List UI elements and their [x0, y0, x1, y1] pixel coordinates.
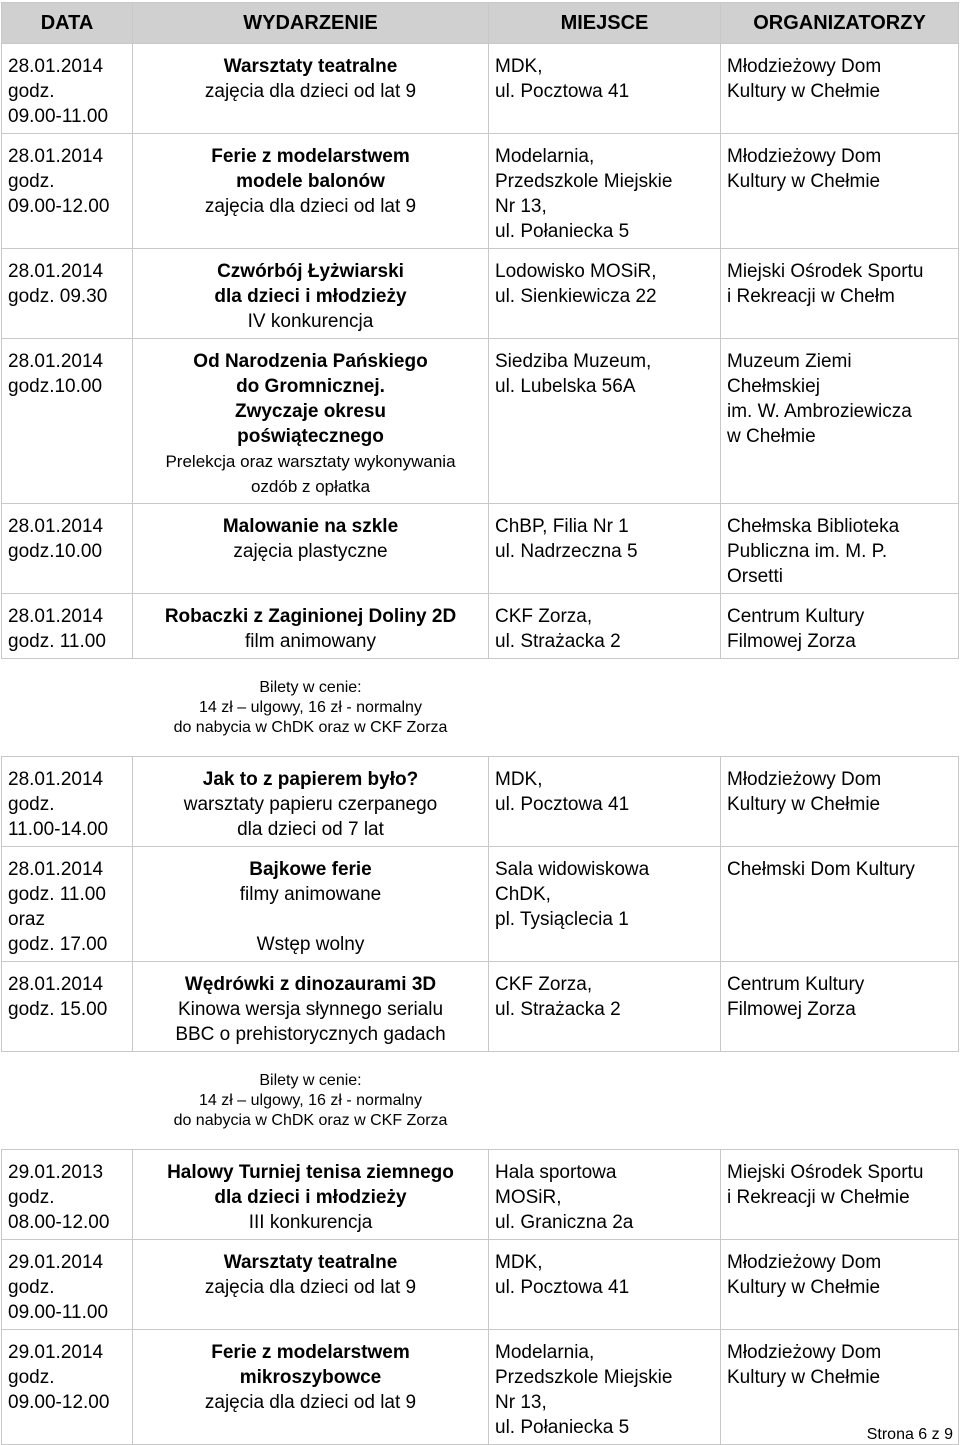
date-line: 28.01.2014: [8, 974, 104, 995]
ticket-line: 14 zł – ulgowy, 16 zł - normalny: [199, 1091, 422, 1109]
date-line: godz. 11.00: [8, 884, 106, 905]
place-cell: [489, 757, 721, 847]
place-line: Sala widowiskowa: [495, 859, 650, 880]
organizer-cell: [721, 44, 959, 134]
event-line: zajęcia dla dzieci od lat 9: [204, 196, 417, 217]
event-line: film animowany: [245, 631, 376, 652]
organizer-cell: [721, 339, 959, 504]
event-line: poświątecznego: [237, 426, 384, 447]
ticket-info-row: [2, 659, 959, 757]
event-cell: [133, 757, 489, 847]
organizer-cell: [721, 757, 959, 847]
event-line: dla dzieci od 7 lat: [237, 819, 384, 840]
date-line: godz.: [8, 81, 55, 102]
event-line: Ferie z modelarstwem: [211, 1342, 410, 1363]
date-cell: [2, 847, 133, 962]
date-cell: [2, 134, 133, 249]
event-line: mikroszybowce: [239, 1367, 382, 1388]
date-line: 09.00-11.00: [8, 1302, 109, 1323]
place-line: CKF Zorza,: [495, 974, 593, 995]
organizer-line: w Chełmie: [727, 426, 816, 447]
event-line: Warsztaty teatralne: [223, 1252, 398, 1273]
place-line: CKF Zorza,: [495, 606, 593, 627]
empty-cell: [2, 1052, 133, 1150]
event-cell: [133, 44, 489, 134]
table-row: [2, 594, 959, 659]
event-cell: [133, 504, 489, 594]
organizer-cell: [721, 504, 959, 594]
table-row: [2, 962, 959, 1052]
date-line: godz.: [8, 1277, 55, 1298]
organizer-cell: [721, 962, 959, 1052]
organizer-line: Młodzieżowy Dom: [727, 56, 882, 77]
header-row: [2, 3, 959, 44]
place-line: Przedszkole Miejskie: [495, 1367, 673, 1388]
event-line: BBC o prehistorycznych gadach: [175, 1024, 446, 1045]
organizer-line: i Rekreacji w Chełm: [727, 286, 895, 307]
place-line: ul. Strażacka 2: [495, 631, 621, 652]
table-row: [2, 339, 959, 504]
organizer-line: Miejski Ośrodek Sportu: [727, 1162, 924, 1183]
event-line: Robaczki z Zaginionej Doliny 2D: [164, 606, 457, 627]
date-cell: [2, 1240, 133, 1330]
place-line: MDK,: [495, 769, 543, 790]
event-line: do Gromnicznej.: [236, 376, 385, 397]
header-event: WYDARZENIE: [133, 3, 489, 44]
header-organizers: ORGANIZATORZY: [721, 3, 959, 44]
place-line: ul. Pocztowa 41: [495, 1277, 630, 1298]
event-line: filmy animowane: [239, 884, 382, 905]
event-line: Wstęp wolny: [256, 934, 365, 955]
ticket-line: do nabycia w ChDK oraz w CKF Zorza: [173, 1111, 448, 1129]
organizer-cell: [721, 134, 959, 249]
place-line: ul. Graniczna 2a: [495, 1212, 634, 1233]
event-line: Jak to z papierem było?: [202, 769, 419, 790]
place-line: ul. Sienkiewicza 22: [495, 286, 657, 307]
event-line: Malowanie na szkle: [222, 516, 399, 537]
place-line: ChBP, Filia Nr 1: [495, 516, 629, 537]
empty-cell: [721, 1052, 959, 1150]
event-cell: [133, 1330, 489, 1445]
organizer-line: Orsetti: [727, 566, 783, 587]
organizer-line: Chełmskiej: [727, 376, 820, 397]
place-line: Siedziba Muzeum,: [495, 351, 652, 372]
place-line: ul. Pocztowa 41: [495, 794, 630, 815]
organizer-cell: [721, 594, 959, 659]
ticket-line: Bilety w cenie:: [259, 678, 362, 696]
event-line: ozdób z opłatka: [250, 477, 371, 496]
place-line: Hala sportowa: [495, 1162, 617, 1183]
event-cell: [133, 847, 489, 962]
ticket-line: Bilety w cenie:: [259, 1071, 362, 1089]
place-line: ul. Pocztowa 41: [495, 81, 630, 102]
table-row: [2, 504, 959, 594]
place-line: Nr 13,: [495, 1392, 547, 1413]
organizer-line: Kultury w Chełmie: [727, 1277, 881, 1298]
place-line: ul. Strażacka 2: [495, 999, 621, 1020]
place-cell: [489, 594, 721, 659]
date-line: godz. 15.00: [8, 999, 108, 1020]
date-line: 28.01.2014: [8, 769, 104, 790]
table-row: [2, 847, 959, 962]
event-line: III konkurencja: [248, 1212, 373, 1233]
date-line: 28.01.2014: [8, 516, 104, 537]
event-line: warsztaty papieru czerpanego: [183, 794, 438, 815]
organizer-line: Centrum Kultury: [727, 974, 865, 995]
event-line: Wędrówki z dinozaurami 3D: [184, 974, 437, 995]
date-line: godz.10.00: [8, 541, 103, 562]
date-line: 29.01.2013: [8, 1162, 104, 1183]
place-line: ul. Połaniecka 5: [495, 221, 630, 242]
event-cell: [133, 1240, 489, 1330]
place-line: Modelarnia,: [495, 1342, 595, 1363]
date-line: 09.00-12.00: [8, 196, 110, 217]
header-date: DATA: [2, 3, 133, 44]
event-line: Czwórbój Łyżwiarski: [217, 261, 404, 282]
event-line: Ferie z modelarstwem: [211, 146, 410, 167]
date-line: godz.: [8, 1187, 55, 1208]
schedule-body: [2, 44, 959, 1445]
ticket-line: do nabycia w ChDK oraz w CKF Zorza: [173, 718, 448, 736]
organizer-line: Młodzieżowy Dom: [727, 1342, 882, 1363]
empty-cell: [721, 659, 959, 757]
header-place: MIEJSCE: [489, 3, 721, 44]
date-line: godz. 17.00: [8, 934, 108, 955]
place-line: ul. Połaniecka 5: [495, 1417, 630, 1438]
place-line: ul. Lubelska 56A: [495, 376, 636, 397]
date-line: 28.01.2014: [8, 859, 104, 880]
date-line: godz.: [8, 794, 55, 815]
organizer-line: Chełmski Dom Kultury: [727, 859, 915, 880]
date-cell: [2, 594, 133, 659]
organizer-cell: [721, 249, 959, 339]
event-line: Bajkowe ferie: [249, 859, 372, 880]
ticket-line: 14 zł – ulgowy, 16 zł - normalny: [199, 698, 422, 716]
table-row: [2, 249, 959, 339]
place-line: MDK,: [495, 1252, 543, 1273]
organizer-cell: [721, 847, 959, 962]
event-line: Zwyczaje okresu: [234, 401, 387, 422]
date-cell: [2, 249, 133, 339]
organizer-line: Kultury w Chełmie: [727, 794, 881, 815]
organizer-line: Młodzieżowy Dom: [727, 1252, 882, 1273]
organizer-line: Miejski Ośrodek Sportu: [727, 261, 924, 282]
date-cell: [2, 757, 133, 847]
place-line: MDK,: [495, 56, 543, 77]
date-line: 11.00-14.00: [8, 819, 109, 840]
event-line: IV konkurencja: [247, 311, 374, 332]
date-cell: [2, 504, 133, 594]
ticket-info-row: [2, 1052, 959, 1150]
place-cell: [489, 962, 721, 1052]
organizer-line: Młodzieżowy Dom: [727, 146, 882, 167]
event-cell: [133, 594, 489, 659]
organizer-line: Muzeum Ziemi: [727, 351, 852, 372]
place-cell: [489, 44, 721, 134]
organizer-line: Filmowej Zorza: [727, 999, 856, 1020]
organizer-line: Filmowej Zorza: [727, 631, 856, 652]
event-line: zajęcia dla dzieci od lat 9: [204, 1277, 417, 1298]
organizer-line: im. W. Ambroziewicza: [727, 401, 912, 422]
event-line: Halowy Turniej tenisa ziemnego: [167, 1162, 454, 1183]
organizer-line: i Rekreacji w Chełmie: [727, 1187, 910, 1208]
date-cell: [2, 962, 133, 1052]
organizer-line: Kultury w Chełmie: [727, 81, 881, 102]
organizer-line: Centrum Kultury: [727, 606, 865, 627]
event-line: zajęcia dla dzieci od lat 9: [204, 81, 417, 102]
table-row: [2, 44, 959, 134]
place-cell: [489, 249, 721, 339]
date-line: godz.: [8, 171, 55, 192]
organizer-line: Chełmska Biblioteka: [727, 516, 900, 537]
page-number: Strona 6 z 9: [866, 1426, 953, 1443]
schedule-table: [1, 2, 959, 1445]
place-line: pl. Tysiąclecia 1: [495, 909, 629, 930]
place-cell: [489, 134, 721, 249]
place-cell: [489, 339, 721, 504]
event-line: dla dzieci i młodzieży: [214, 286, 407, 307]
event-line: Od Narodzenia Pańskiego: [193, 351, 428, 372]
empty-cell: [2, 659, 133, 757]
place-line: Nr 13,: [495, 196, 547, 217]
place-line: ChDK,: [495, 884, 551, 905]
organizer-line: Publiczna im. M. P.: [727, 541, 888, 562]
date-line: 28.01.2014: [8, 606, 104, 627]
table-row: [2, 1330, 959, 1445]
date-line: 28.01.2014: [8, 146, 104, 167]
ticket-info: [133, 1052, 489, 1150]
place-cell: [489, 847, 721, 962]
date-cell: [2, 1150, 133, 1240]
event-line: Warsztaty teatralne: [223, 56, 398, 77]
place-cell: [489, 1150, 721, 1240]
place-line: MOSiR,: [495, 1187, 562, 1208]
date-line: godz. 11.00: [8, 631, 106, 652]
place-line: ul. Nadrzeczna 5: [495, 541, 638, 562]
table-row: [2, 1240, 959, 1330]
date-line: 29.01.2014: [8, 1342, 104, 1363]
date-line: 09.00-12.00: [8, 1392, 110, 1413]
date-line: 29.01.2014: [8, 1252, 104, 1273]
place-cell: [489, 1240, 721, 1330]
date-line: godz. 09.30: [8, 286, 108, 307]
place-line: Lodowisko MOSiR,: [495, 261, 657, 282]
table-row: [2, 757, 959, 847]
organizer-cell: [721, 1240, 959, 1330]
date-line: 28.01.2014: [8, 56, 104, 77]
place-line: Przedszkole Miejskie: [495, 171, 673, 192]
table-row: [2, 1150, 959, 1240]
date-cell: [2, 339, 133, 504]
date-line: oraz: [8, 909, 45, 930]
empty-cell: [489, 659, 721, 757]
place-cell: [489, 504, 721, 594]
event-cell: [133, 249, 489, 339]
date-line: 09.00-11.00: [8, 106, 109, 127]
event-line: Prelekcja oraz warsztaty wykonywania: [165, 452, 456, 471]
ticket-info: [133, 659, 489, 757]
event-line: Kinowa wersja słynnego serialu: [177, 999, 444, 1020]
date-cell: [2, 44, 133, 134]
date-line: godz.10.00: [8, 376, 103, 397]
event-cell: [133, 134, 489, 249]
empty-cell: [489, 1052, 721, 1150]
event-line: zajęcia plastyczne: [233, 541, 388, 562]
event-line: modele balonów: [236, 171, 385, 192]
organizer-line: Kultury w Chełmie: [727, 1367, 881, 1388]
date-line: 28.01.2014: [8, 261, 104, 282]
organizer-line: Kultury w Chełmie: [727, 171, 881, 192]
place-line: Modelarnia,: [495, 146, 595, 167]
event-cell: [133, 339, 489, 504]
event-line: dla dzieci i młodzieży: [214, 1187, 407, 1208]
date-line: godz.: [8, 1367, 55, 1388]
date-line: 28.01.2014: [8, 351, 104, 372]
table-row: [2, 134, 959, 249]
date-line: 08.00-12.00: [8, 1212, 110, 1233]
place-cell: [489, 1330, 721, 1445]
event-cell: [133, 962, 489, 1052]
organizer-line: Młodzieżowy Dom: [727, 769, 882, 790]
organizer-cell: [721, 1150, 959, 1240]
event-cell: [133, 1150, 489, 1240]
event-line: zajęcia dla dzieci od lat 9: [204, 1392, 417, 1413]
date-cell: [2, 1330, 133, 1445]
event-line: [139, 907, 482, 932]
